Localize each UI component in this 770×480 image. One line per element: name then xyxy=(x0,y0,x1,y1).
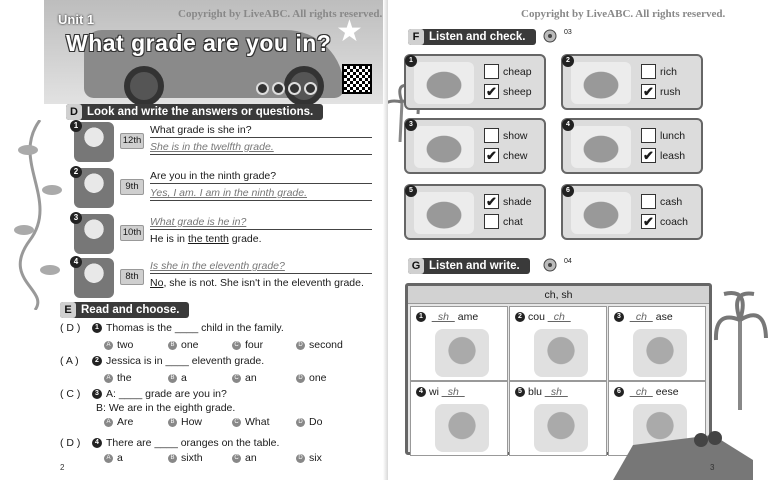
word-suffix: eese xyxy=(655,386,679,398)
option-text[interactable]: two xyxy=(117,339,134,351)
option-text[interactable]: How xyxy=(181,416,203,428)
option-letter: A xyxy=(104,418,113,427)
track-number: 03 xyxy=(564,29,572,36)
item-number: 3 xyxy=(405,119,417,131)
item-number: 6 xyxy=(562,185,574,197)
d-item xyxy=(74,168,374,212)
boy-chewing-picture xyxy=(414,126,474,168)
grade-tag: 8th xyxy=(120,269,144,285)
g-cell xyxy=(509,306,607,381)
tree-picture xyxy=(414,192,474,234)
checkbox[interactable] xyxy=(641,128,656,143)
checkbox-checked[interactable]: ✔ xyxy=(484,84,499,99)
option-letter: D xyxy=(296,341,305,350)
answer-blank[interactable]: No xyxy=(150,277,164,289)
answer-text-pre: He is in xyxy=(150,233,188,245)
couch-picture xyxy=(534,329,588,377)
section-letter: E xyxy=(60,302,76,318)
word-blank[interactable]: _ch_ xyxy=(630,311,653,323)
grade-tag: 10th xyxy=(120,225,144,241)
grade-tag: 9th xyxy=(120,179,144,195)
item-number: 4 xyxy=(562,119,574,131)
option-letter: A xyxy=(104,454,113,463)
unit-label: Unit 1 xyxy=(58,12,95,27)
page-title: What grade are you in? xyxy=(66,30,332,56)
option-letter: B xyxy=(168,374,177,383)
audio-cd-icon[interactable] xyxy=(540,29,564,43)
checkbox[interactable] xyxy=(641,64,656,79)
checkbox-checked[interactable]: ✔ xyxy=(641,84,656,99)
section-title: Look and write the answers or questions. xyxy=(87,106,314,118)
option-letter: C xyxy=(232,374,241,383)
question-number: 3 xyxy=(92,389,102,399)
right-page xyxy=(388,0,770,480)
option-letter: A xyxy=(104,341,113,350)
word-blank[interactable]: _ch_ xyxy=(630,386,653,398)
option-text[interactable]: one xyxy=(181,339,199,351)
d-item xyxy=(74,122,374,166)
g-cell xyxy=(608,306,706,381)
option-text[interactable]: the xyxy=(117,372,132,384)
answer-text-post: , she is not. She isn't in the eleventh grade. xyxy=(163,277,364,289)
option-word: cheap xyxy=(503,65,532,78)
section-g-header xyxy=(408,258,530,274)
e-question xyxy=(60,321,360,352)
option-letter: D xyxy=(296,374,305,383)
option-word: lunch xyxy=(660,129,686,142)
word-blank[interactable]: _ch_ xyxy=(547,311,571,323)
question-text: A: ____ grade are you in? xyxy=(106,388,227,400)
phonics-header: ch, sh xyxy=(408,286,709,304)
section-title: Listen and check. xyxy=(429,31,526,43)
word-blank[interactable]: _sh_ xyxy=(441,386,465,398)
checkbox-checked[interactable]: ✔ xyxy=(484,148,499,163)
f-card xyxy=(561,118,703,174)
option-letter: D xyxy=(296,418,305,427)
option-word: rich xyxy=(660,65,677,78)
answer-text-post: grade. xyxy=(228,233,262,245)
star-icon: ★ xyxy=(336,15,363,48)
question-text[interactable]: What grade is he in? xyxy=(150,216,247,228)
d-item xyxy=(74,258,374,302)
question-text: Are you in the ninth grade? xyxy=(150,170,372,184)
palm-decoration xyxy=(710,280,770,410)
option-word: cash xyxy=(660,195,683,208)
question-number: 4 xyxy=(92,438,102,448)
option-letter: B xyxy=(168,418,177,427)
item-number: 3 xyxy=(70,212,82,224)
question-text[interactable]: Is she in the eleventh grade? xyxy=(150,260,285,272)
question-number: 2 xyxy=(92,356,102,366)
question-text: Thomas is the ____ child in the family. xyxy=(106,322,284,334)
checkbox-checked[interactable]: ✔ xyxy=(484,194,499,209)
item-number: 4 xyxy=(70,256,82,268)
item-number: 6 xyxy=(614,387,624,397)
option-text[interactable]: a xyxy=(117,452,123,464)
option-text[interactable]: second xyxy=(309,339,343,351)
audio-icon[interactable] xyxy=(256,82,269,95)
option-text[interactable]: a xyxy=(181,372,187,384)
option-text[interactable]: four xyxy=(245,339,264,351)
item-number: 2 xyxy=(562,55,574,67)
cat-chasing-mouse-picture xyxy=(633,329,687,377)
option-text[interactable]: Are xyxy=(117,416,134,428)
answer-choice[interactable]: ( A ) xyxy=(60,355,79,367)
checkbox[interactable] xyxy=(484,214,499,229)
f-card xyxy=(561,184,703,240)
copyright-text: Copyright by LiveABC. All rights reserved. xyxy=(521,8,726,20)
item-number: 1 xyxy=(416,312,426,322)
dog-walker-picture xyxy=(571,126,631,168)
answer-choice[interactable]: ( D ) xyxy=(60,437,81,449)
option-letter: A xyxy=(104,374,113,383)
item-number: 5 xyxy=(515,387,525,397)
question-text: There are ____ oranges on the table. xyxy=(106,437,280,449)
item-number: 2 xyxy=(515,312,525,322)
girl-wishing-picture xyxy=(435,404,489,452)
page-number: 3 xyxy=(710,463,715,472)
item-number: 3 xyxy=(614,312,624,322)
question-text: Jessica is in ____ eleventh grade. xyxy=(106,355,265,367)
option-text[interactable]: six xyxy=(309,452,322,464)
option-word: shade xyxy=(503,195,532,208)
video-icon[interactable] xyxy=(272,82,285,95)
checkbox[interactable] xyxy=(484,128,499,143)
e-question xyxy=(60,354,360,385)
answer-blank[interactable]: the tenth xyxy=(187,233,229,245)
e-question xyxy=(60,387,360,429)
sheep-picture xyxy=(414,62,474,104)
play-icon[interactable] xyxy=(288,82,301,95)
answer-choice[interactable]: ( C ) xyxy=(60,388,81,400)
checkbox[interactable] xyxy=(641,194,656,209)
item-number: 5 xyxy=(405,185,417,197)
item-number: 4 xyxy=(416,387,426,397)
section-letter: G xyxy=(408,258,424,274)
copyright-text: Copyright by LiveABC. All rights reserved. xyxy=(178,8,383,20)
vine-decoration xyxy=(0,120,70,310)
item-number: 1 xyxy=(405,55,417,67)
audio-cd-icon[interactable] xyxy=(540,258,564,272)
g-cell xyxy=(410,381,508,456)
checkbox-checked[interactable]: ✔ xyxy=(641,148,656,163)
word-prefix: blu xyxy=(528,386,543,398)
coach-picture xyxy=(571,192,631,234)
option-word: show xyxy=(503,129,528,142)
media-icons xyxy=(256,82,317,95)
ashamed-man-picture xyxy=(435,329,489,377)
section-letter: F xyxy=(408,29,424,45)
option-word: coach xyxy=(660,215,689,228)
e-question xyxy=(60,436,360,465)
word-suffix: ame xyxy=(457,311,479,323)
option-word: sheep xyxy=(503,85,532,98)
g-cell xyxy=(509,381,607,456)
option-text[interactable]: an xyxy=(245,452,257,464)
word-prefix: wi xyxy=(429,386,439,398)
game-icon[interactable] xyxy=(304,82,317,95)
option-text[interactable]: Do xyxy=(309,416,323,428)
option-text[interactable]: an xyxy=(245,372,257,384)
item-number: 2 xyxy=(70,166,82,178)
option-text[interactable]: What xyxy=(245,416,270,428)
option-letter: B xyxy=(168,341,177,350)
track-number: 04 xyxy=(564,258,572,265)
boy-blushing-picture xyxy=(534,404,588,452)
page-number: 2 xyxy=(60,463,65,472)
answer-text[interactable]: She is in the twelfth grade. xyxy=(150,141,274,153)
section-d-header xyxy=(66,104,323,120)
running-man-picture xyxy=(571,62,631,104)
option-letter: B xyxy=(168,454,177,463)
option-word: chew xyxy=(503,149,528,162)
answer-choice[interactable]: ( D ) xyxy=(60,322,81,334)
option-text[interactable]: sixth xyxy=(181,452,203,464)
section-f-header xyxy=(408,29,536,45)
f-card xyxy=(404,118,546,174)
answer-text[interactable]: Yes, I am. I am in the ninth grade. xyxy=(150,187,308,199)
f-card xyxy=(404,184,546,240)
word-blank[interactable]: _sh_ xyxy=(545,386,568,398)
option-word: chat xyxy=(503,215,523,228)
d-item xyxy=(74,214,374,258)
option-letter: D xyxy=(296,454,305,463)
section-title: Listen and write. xyxy=(429,260,520,272)
word-suffix: ase xyxy=(655,311,673,323)
section-title: Read and choose. xyxy=(81,304,180,316)
word-prefix: cou xyxy=(528,311,545,323)
question-text-b: B: We are in the eighth grade. xyxy=(96,402,236,414)
option-text[interactable]: one xyxy=(309,372,327,384)
section-e-header xyxy=(60,302,189,318)
option-word: rush xyxy=(660,85,681,98)
option-letter: C xyxy=(232,418,241,427)
option-word: leash xyxy=(660,149,686,162)
car-decoration xyxy=(603,420,753,480)
question-number: 1 xyxy=(92,323,102,333)
option-letter: C xyxy=(232,341,241,350)
f-card xyxy=(561,54,703,110)
wheel-icon xyxy=(124,66,164,104)
checkbox-checked[interactable]: ✔ xyxy=(641,214,656,229)
checkbox[interactable] xyxy=(484,64,499,79)
f-card xyxy=(404,54,546,110)
option-letter: C xyxy=(232,454,241,463)
qr-code[interactable] xyxy=(342,64,372,94)
section-letter: D xyxy=(66,104,82,120)
g-cell xyxy=(410,306,508,381)
question-text: What grade is she in? xyxy=(150,124,372,138)
grade-tag: 12th xyxy=(120,133,144,149)
word-blank[interactable]: _sh_ xyxy=(432,311,455,323)
item-number: 1 xyxy=(70,120,82,132)
